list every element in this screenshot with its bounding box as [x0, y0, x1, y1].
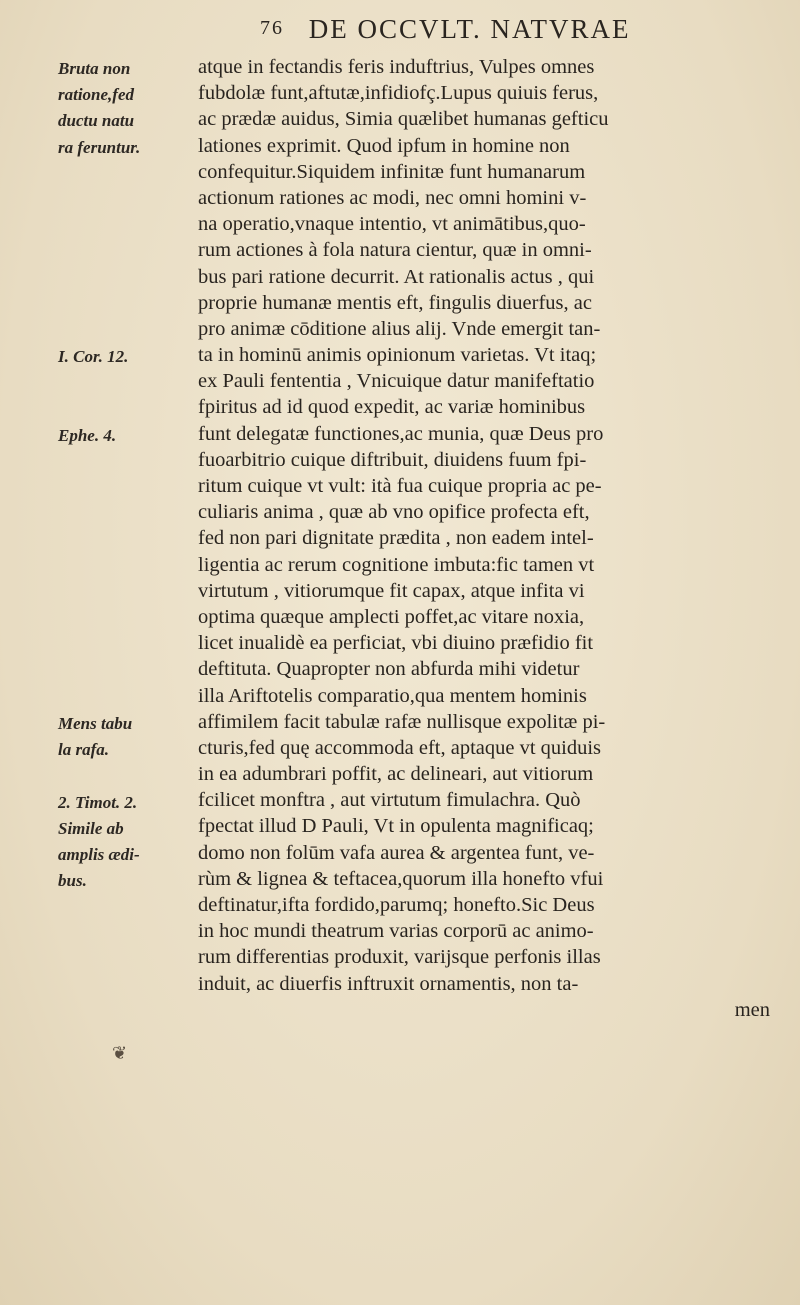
marginal-note: bus. [58, 871, 87, 891]
main-text-block [198, 54, 794, 1023]
text-line: fcilicet monftra , aut virtutum fimulachra. Quò [198, 789, 581, 812]
text-line: confequitur.Siquidem infinitæ funt humanarum [198, 160, 586, 183]
text-line: ritum cuique vt vult: ità fua cuique propria ac pe- [198, 475, 602, 497]
marginal-note: Ephe. 4. [58, 425, 117, 445]
text-line: fpiritus ad id quod expedit, ac variæ hominibus [198, 396, 586, 419]
text-line: men [734, 998, 770, 1021]
text-line: funt delegatæ functiones,ac munia, quæ Deus pro [198, 422, 604, 445]
text-line: in hoc mundi theatrum varias corporū ac animo- [198, 920, 594, 943]
text-line: domo non folūm vafa aurea & argentea funt, ve- [198, 841, 595, 864]
text-line: deftituta. Quapropter non abfurda mihi videtur [198, 658, 580, 681]
marginal-note: Bruta non [58, 59, 131, 78]
text-line: rum actiones à fola natura cientur, quæ in omni- [198, 239, 592, 262]
text-line: fuoarbitrio cuique diftribuit, diuidens fuum fpi- [198, 448, 587, 471]
page-header [260, 14, 780, 50]
text-line: pro animæ cōditione alius alij. Vnde emergit tan- [198, 317, 601, 340]
text-line: affimilem facit tabulæ rafæ nullisque expolitæ pi- [198, 710, 606, 733]
text-line: fubdolæ funt,aftutæ,infidiofç.Lupus quiuis ferus, [198, 82, 599, 105]
text-line: illa Ariftotelis comparatio,qua mentem hominis [198, 684, 587, 707]
text-line: proprie humanæ mentis eft, fingulis diuerfus, ac [198, 291, 592, 314]
running-title: DE OCCVLT. NATVRAE [308, 14, 631, 44]
fleuron-ornament: ❦ [112, 1043, 128, 1063]
text-line: virtutum , vitiorumque fit capax, atque infita vi [198, 579, 585, 602]
text-line: induit, ac diuerfis inftruxit ornamentis, non ta- [198, 972, 579, 995]
marginal-note: la rafa. [58, 740, 109, 760]
text-line: optima quæque amplecti poffet,ac vitare noxia, [198, 605, 585, 628]
marginal-note: ductu natu [58, 111, 135, 131]
text-line: deftinatur,ifta fordido,parumq; honefto.Sic Deus [198, 894, 595, 916]
text-line: licet inualidè ea perficiat, vbi diuino præfidio fit [198, 632, 594, 655]
text-line: ligentia ac rerum cognitione imbuta:fic tamen vt [198, 553, 595, 576]
marginal-note: ratione,fed [58, 85, 135, 105]
text-line: rum differentias produxit, varijsque perfonis illas [198, 946, 601, 969]
text-line: fpectat illud D Pauli, Vt in opulenta magnificaq; [198, 815, 594, 838]
text-line: fed non pari dignitate prædita , non eadem intel- [198, 527, 594, 550]
text-line: ex Pauli fententia , Vnicuique datur manifeftatio [198, 370, 595, 393]
text-line: atque in fectandis feris induftrius, Vulpes omnes [198, 56, 595, 78]
text-line: ac prædæ auidus, Simia quælibet humanas gefticu [198, 108, 609, 131]
text-line: cturis,fed quę accommoda eft, aptaque vt quiduis [198, 736, 602, 759]
text-line: na operatio,vnaque intentio, vt animātibus,quo- [198, 213, 586, 236]
marginal-note: Simile ab [58, 818, 124, 838]
text-line: actionum rationes ac modi, nec omni homini v- [198, 186, 587, 209]
marginal-note: ra feruntur. [58, 137, 141, 157]
text-line: ta in hominū animis opinionum varietas. Vt itaq; [198, 344, 597, 367]
marginal-note: 2. Timot. 2. [58, 792, 138, 812]
text-line: culiaris anima , quæ ab vno opifice profecta eft, [198, 501, 590, 524]
marginal-note: amplis ædi- [58, 845, 140, 864]
page-number: 76 [260, 17, 284, 39]
text-line: rùm & lignea & teftacea,quorum illa honefto vfui [198, 867, 604, 890]
text-line: lationes exprimit. Quod ipfum in homine non [198, 134, 570, 157]
marginal-note: Mens tabu [58, 714, 133, 733]
marginal-note: I. Cor. 12. [58, 347, 129, 367]
text-line: in ea adumbrari poffit, ac delineari, aut vitiorum [198, 763, 594, 786]
text-line: bus pari ratione decurrit. At rationalis actus , qui [198, 265, 595, 288]
